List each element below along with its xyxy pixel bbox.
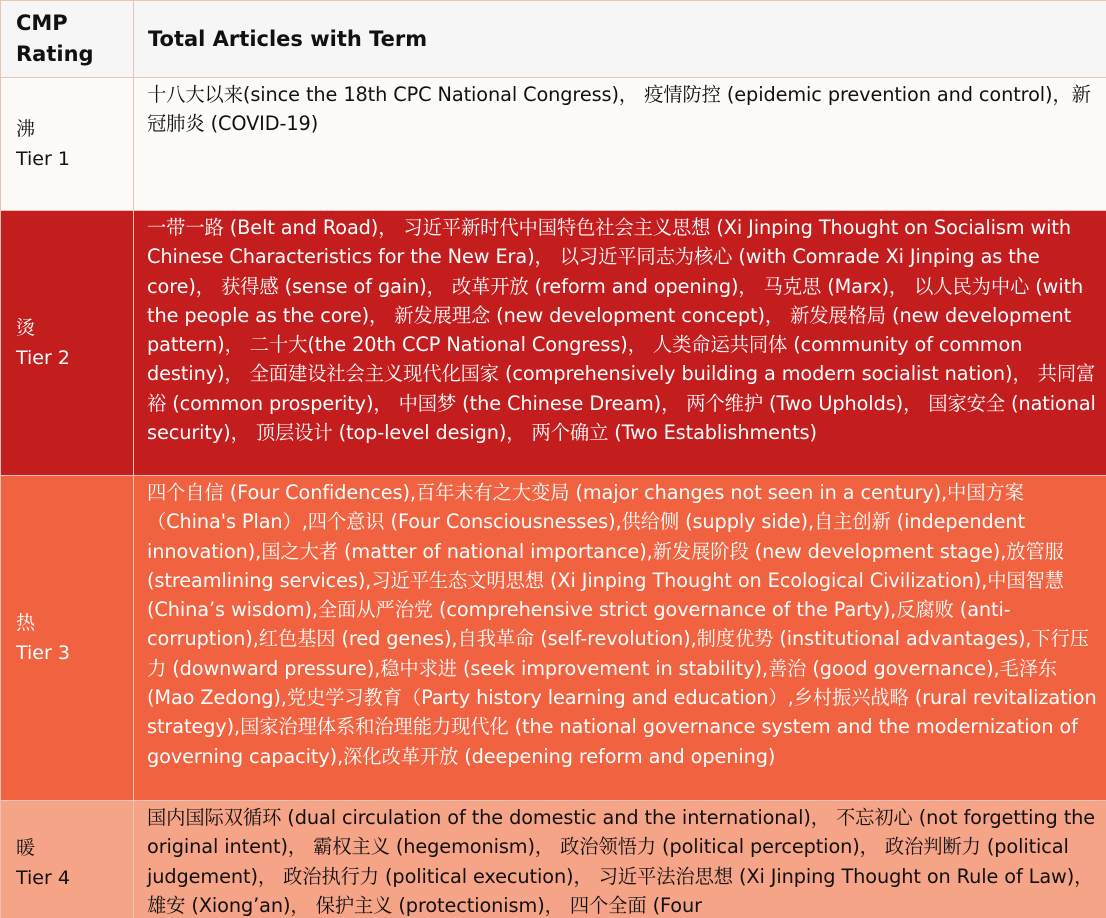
rating-cell-tier-1: [1, 78, 134, 211]
column-header-cmp-rating: CMP Rating: [1, 1, 134, 78]
rating-character: 热: [16, 612, 36, 634]
table-row-tier-3: [1, 476, 1106, 801]
rating-character: 暖: [16, 837, 36, 859]
table-header-row: [1, 1, 1106, 78]
column-header-total-articles: Total Articles with Term: [134, 1, 1106, 78]
table-row-tier-4: [1, 801, 1106, 918]
rating-cell-tier-2: [1, 211, 134, 476]
terms-cell-tier-3: 四个自信 (Four Confidences),百年未有之大变局 (major changes not seen in a century),中国方案（China's Plan）,四个意识 (Four Consciousnesses),供给侧 (supply side),自主创新 (independent innovation),国之大者 (matter of national importance),新发展阶段 (new development stage),放管服 (streamlining services),习近平生态文明思想 (Xi Jinping Thought on Ecological Civilization),中国智慧 (China’s wisdom),全面从严治党 (comprehensive strict governance of the Party),反腐败 (anti-corruption),红色基因 (red genes),自我革命 (self-revolution),制度优势 (institutional advantages),下行压力 (downward pressure),稳中求进 (seek improvement in stability),善治 (good governance),毛泽东 (Mao Zedong),党史学习教育（Party history learning and education）,乡村振兴战略 (rural revitalization strategy),国家治理体系和治理能力现代化 (the national governance system and the modernization of governing capacity),深化改革开放 (deepening reform and opening): [134, 476, 1106, 801]
terms-cell-tier-2: 一带一路 (Belt and Road)， 习近平新时代中国特色社会主义思想 (Xi Jinping Thought on Socialism with Chinese Characteristics for the New Era)， 以习近平同志为核心 (with Comrade Xi Jinping as the core)， 获得感 (sense of gain)， 改革开放 (reform and opening)， 马克思 (Marx)， 以人民为中心 (with the people as the core)， 新发展理念 (new development concept)， 新发展格局 (new development pattern)， 二十大(the 20th CCP National Congress)， 人类命运共同体 (community of common destiny)， 全面建设社会主义现代化国家 (comprehensively building a modern socialist nation)， 共同富裕 (common prosperity)， 中国梦 (the Chinese Dream)， 两个维护 (Two Upholds)， 国家安全 (national security)， 顶层设计 (top-level design)， 两个确立 (Two Establishments): [134, 211, 1106, 476]
rating-tier-label: Tier 4: [16, 867, 70, 889]
rating-tier-label: Tier 2: [16, 347, 70, 369]
rating-cell-tier-4: [1, 801, 134, 918]
terms-cell-tier-1: 十八大以来(since the 18th CPC National Congress)， 疫情防控 (epidemic prevention and control)，新冠肺炎 (COVID-19): [134, 78, 1106, 211]
rating-tier-label: Tier 1: [16, 148, 70, 170]
table-row-tier-2: [1, 211, 1106, 476]
rating-character: 沸: [16, 118, 36, 140]
rating-cell-tier-3: [1, 476, 134, 801]
terms-cell-tier-4: 国内国际双循环 (dual circulation of the domestic and the international)， 不忘初心 (not forgetting the original intent)， 霸权主义 (hegemonism)， 政治领悟力 (political perception)， 政治判断力 (political judgement)， 政治执行力 (political execution)， 习近平法治思想 (Xi Jinping Thought on Rule of Law)， 雄安 (Xiong’an)， 保护主义 (protectionism)， 四个全面 (Four: [134, 801, 1106, 918]
table-row-tier-1: [1, 78, 1106, 211]
rating-character: 烫: [16, 317, 36, 339]
rating-tier-label: Tier 3: [16, 642, 70, 664]
